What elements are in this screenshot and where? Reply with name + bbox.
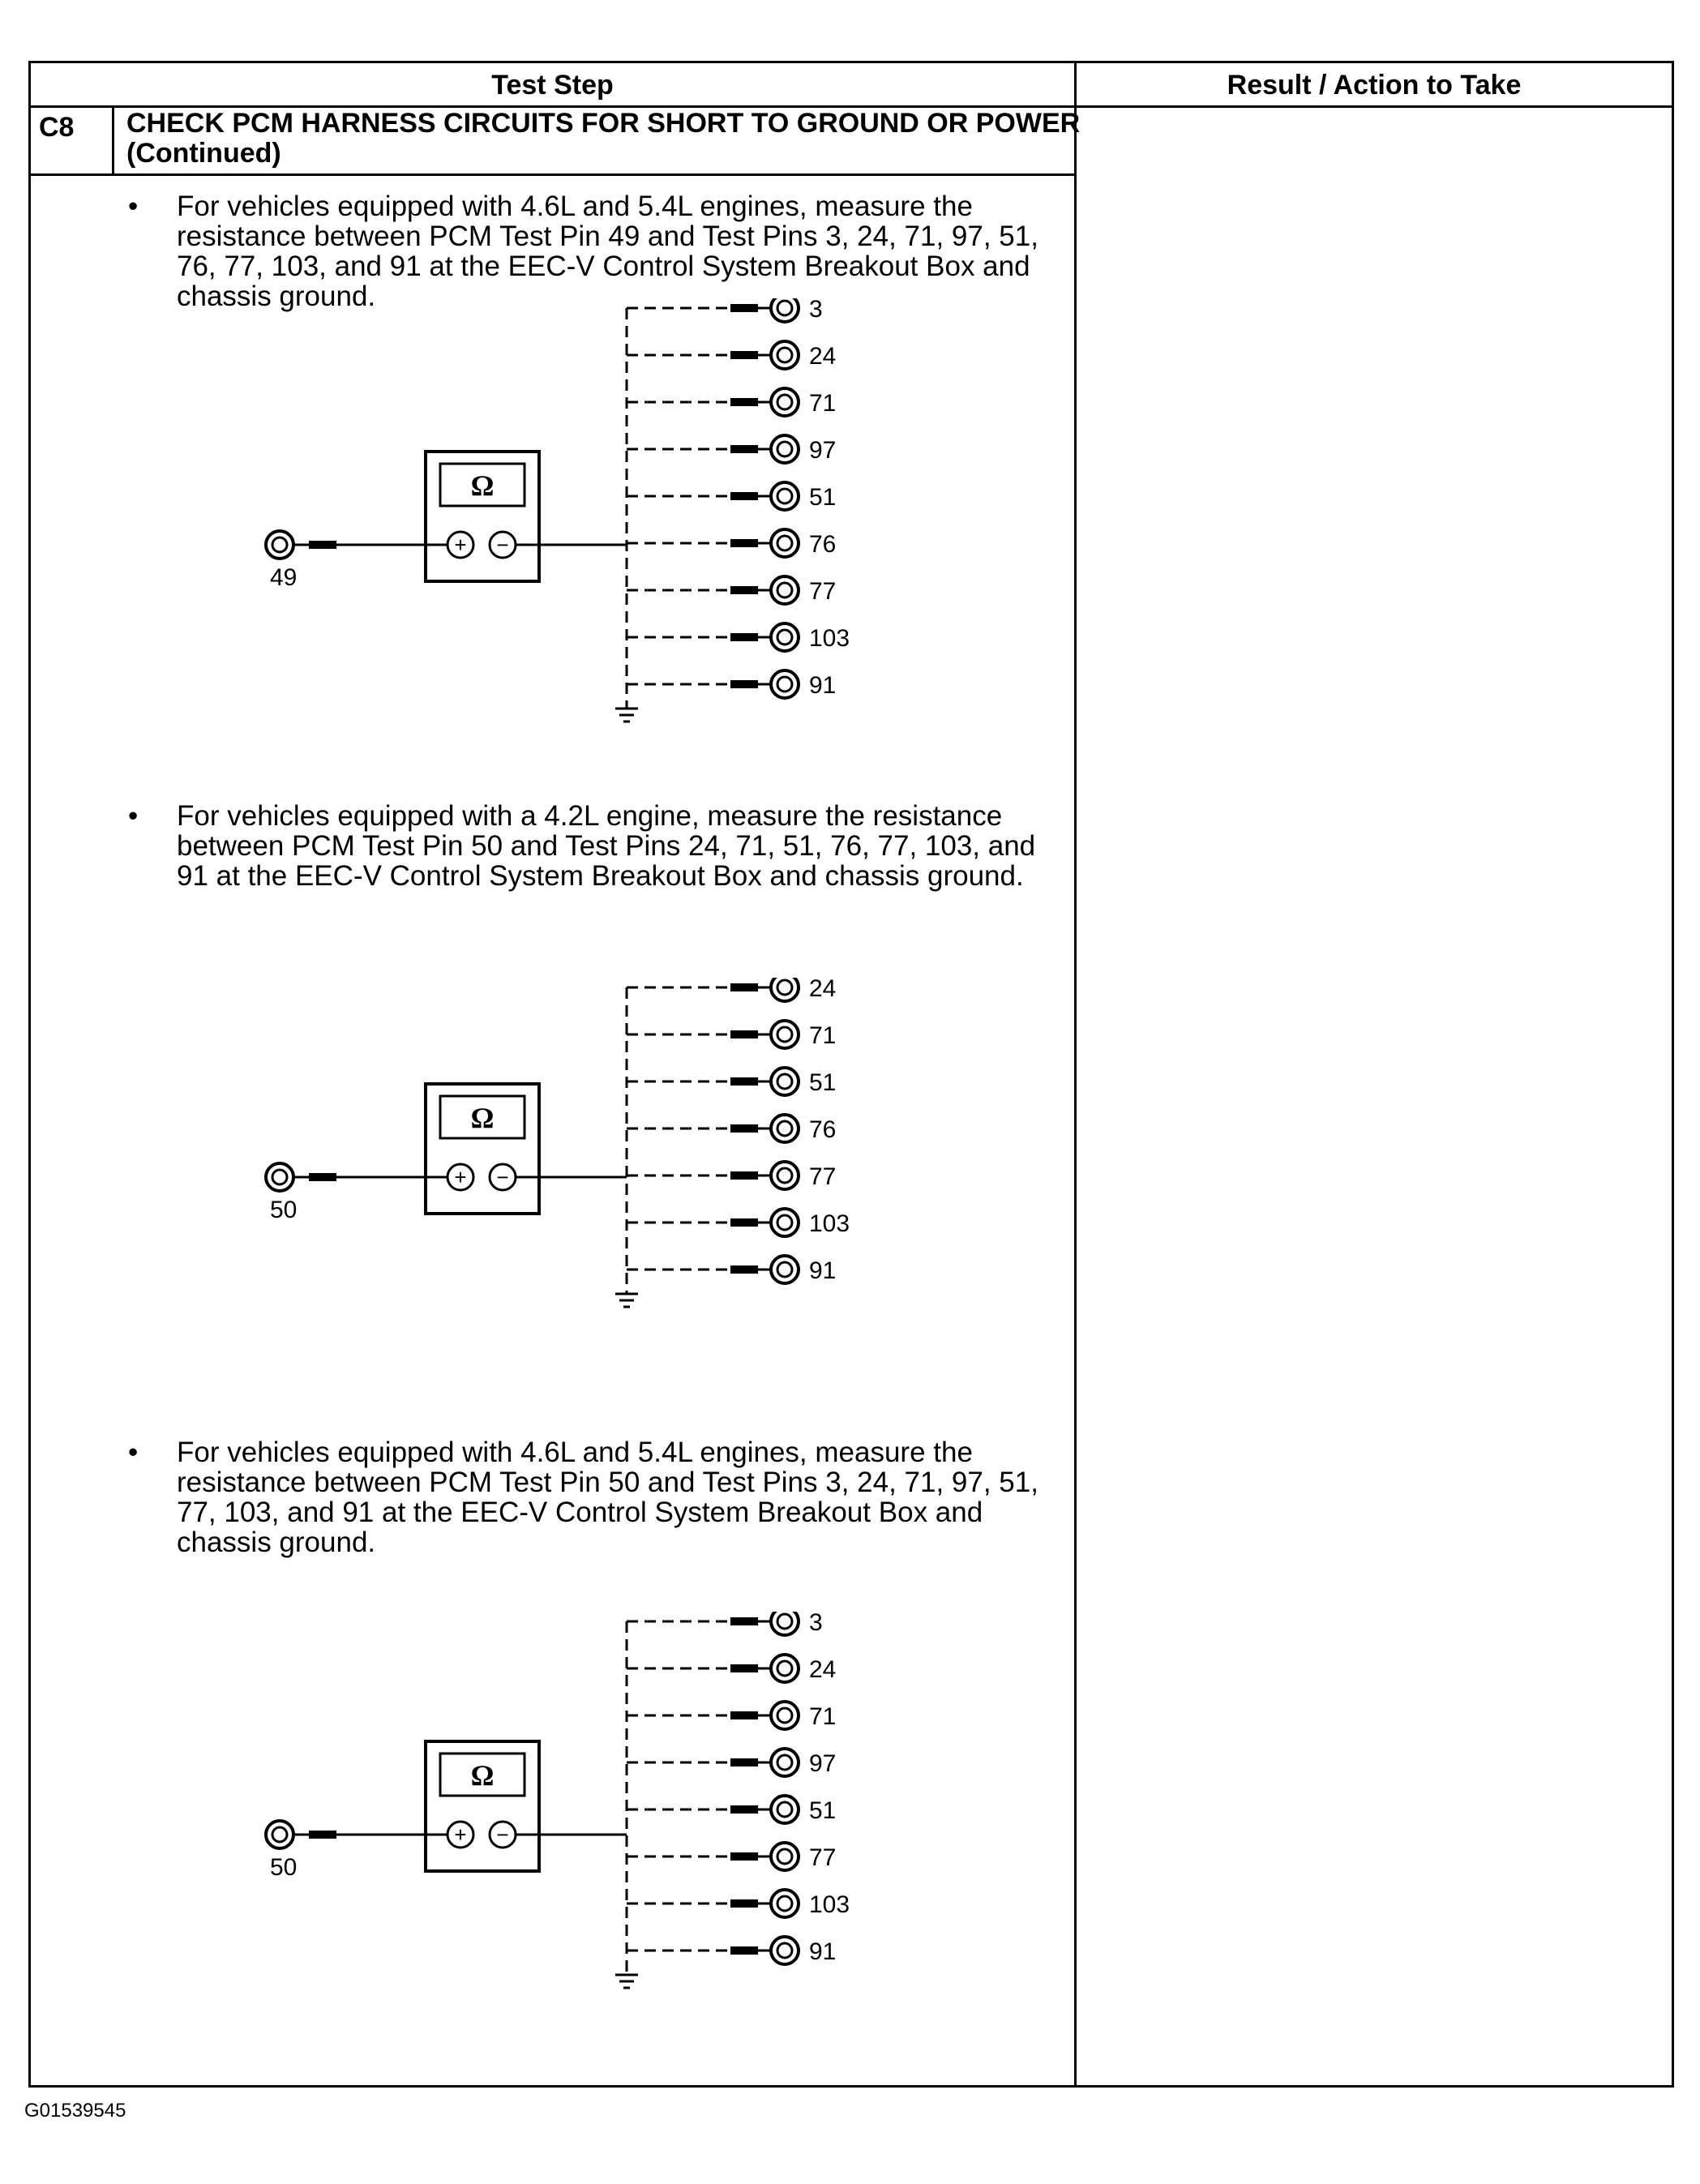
test-pin-label: 97 [809, 437, 837, 464]
lead-plug [309, 1831, 336, 1839]
test-pin-icon [777, 1614, 792, 1629]
ohm-symbol: Ω [470, 1102, 495, 1134]
lead-plug [730, 983, 758, 991]
step-title: CHECK PCM HARNESS CIRCUITS FOR SHORT TO GROUND OR POWER (Continued) [126, 108, 1081, 169]
diagram-pin50-4-2l [213, 978, 910, 1464]
lead-plug [730, 1711, 758, 1719]
plus-symbol: + [454, 1822, 467, 1847]
test-pin-icon [777, 1802, 792, 1817]
test-pin-icon [777, 301, 792, 315]
plus-symbol: + [454, 1165, 467, 1189]
test-pin-icon [777, 583, 792, 597]
test-pin-icon [777, 1896, 792, 1911]
image-id: G01539545 [24, 2100, 126, 2122]
minus-symbol: − [496, 533, 509, 557]
test-pin-icon [777, 489, 792, 503]
instruction-text: For vehicles equipped with 4.6L and 5.4L engines, measure the resistance between PCM Test Pin 49 and Test Pins 3, 24, 71, 97, 51, 76, 77, 103, and 91 at the EEC-V Control System Breakout Box and chassis ground. [177, 191, 1038, 312]
ohm-symbol: Ω [470, 469, 495, 502]
test-pin-icon [777, 1121, 792, 1136]
instruction-bullet-1 [128, 191, 1068, 313]
test-pin-label: 51 [809, 1069, 837, 1096]
test-pin-icon [777, 980, 792, 995]
lead-plug [730, 1218, 758, 1227]
lead-plug [730, 492, 758, 500]
column-divider [1074, 63, 1077, 2085]
test-pin-label: 91 [809, 1257, 837, 1284]
lead-plug [730, 1852, 758, 1861]
instruction-text: For vehicles equipped with a 4.2L engine, measure the resistance between PCM Test Pin 50 and Test Pins 24, 71, 51, 76, 77, 103, and 91 at the EEC-V Control System Breakout Box and chassis ground. [177, 800, 1036, 892]
lead-plug [730, 1171, 758, 1180]
lead-plug [309, 1173, 336, 1181]
test-pin-label: 103 [809, 1891, 850, 1918]
test-pin-label: 76 [809, 531, 837, 558]
lead-plug [730, 1030, 758, 1038]
lead-plug [309, 541, 336, 549]
test-pin-label: 91 [809, 672, 837, 699]
lead-plug [730, 586, 758, 594]
test-pin-label: 71 [809, 1703, 837, 1730]
test-step-table [28, 61, 1674, 2088]
header-test-step: Test Step [491, 70, 614, 101]
test-pin-icon [777, 1262, 792, 1277]
lead-plug [730, 1664, 758, 1672]
lead-plug [730, 1899, 758, 1908]
test-pin-icon [777, 1074, 792, 1089]
bullet-icon: • [128, 191, 139, 222]
test-pin-icon [777, 1027, 792, 1042]
lead-plug [730, 445, 758, 453]
lead-plug [730, 1077, 758, 1086]
test-pin-label: 91 [809, 1938, 837, 1965]
test-pin-icon [777, 1849, 792, 1864]
test-pin-label: 76 [809, 1116, 837, 1143]
test-pin-label: 3 [809, 298, 823, 323]
test-pin-label: 97 [809, 1750, 837, 1777]
test-pin-icon [777, 1755, 792, 1770]
source-pin-label: 49 [270, 564, 298, 591]
source-pin-icon [272, 1827, 287, 1842]
source-pin-icon [272, 1170, 287, 1184]
test-pin-label: 51 [809, 484, 837, 511]
test-pin-icon [777, 442, 792, 456]
source-pin-icon [272, 537, 287, 552]
instruction-text: For vehicles equipped with 4.6L and 5.4L engines, measure the resistance between PCM Test Pin 50 and Test Pins 3, 24, 71, 97, 51, 77, 103, and 91 at the EEC-V Control System Breakout Box and chassis ground. [177, 1437, 1038, 1558]
header-result-action: Result / Action to Take [1227, 70, 1522, 101]
test-pin-label: 71 [809, 390, 837, 417]
lead-plug [730, 1805, 758, 1814]
test-pin-label: 103 [809, 625, 850, 652]
minus-symbol: − [496, 1822, 509, 1847]
instruction-bullet-2 [128, 801, 1068, 923]
lead-plug [730, 633, 758, 641]
minus-symbol: − [496, 1165, 509, 1189]
test-pin-label: 71 [809, 1022, 837, 1049]
test-pin-icon [777, 395, 792, 409]
test-pin-icon [777, 348, 792, 362]
lead-plug [730, 304, 758, 312]
test-pin-icon [777, 677, 792, 692]
test-pin-icon [777, 1661, 792, 1676]
diagram-pin49 [213, 298, 910, 785]
test-pin-label: 51 [809, 1797, 837, 1824]
test-pin-label: 77 [809, 578, 837, 605]
bullet-icon: • [128, 1437, 139, 1468]
test-pin-icon [777, 1215, 792, 1230]
source-pin-label: 50 [270, 1197, 298, 1223]
test-pin-label: 24 [809, 978, 837, 1002]
test-pin-label: 77 [809, 1844, 837, 1871]
test-pin-label: 24 [809, 1656, 837, 1683]
source-pin-label: 50 [270, 1854, 298, 1881]
step-title-divider [31, 173, 1077, 176]
ohm-symbol: Ω [470, 1759, 495, 1792]
test-pin-icon [777, 630, 792, 644]
test-pin-label: 24 [809, 343, 837, 370]
lead-plug [730, 1758, 758, 1766]
step-id-divider [112, 105, 114, 175]
lead-plug [730, 1617, 758, 1625]
bullet-icon: • [128, 800, 139, 832]
lead-plug [730, 1124, 758, 1133]
lead-plug [730, 351, 758, 359]
lead-plug [730, 1946, 758, 1955]
test-pin-label: 77 [809, 1163, 837, 1190]
test-pin-label: 103 [809, 1210, 850, 1237]
plus-symbol: + [454, 533, 467, 557]
instruction-bullet-3 [128, 1437, 1068, 1559]
test-pin-icon [777, 1168, 792, 1183]
lead-plug [730, 680, 758, 688]
step-id: C8 [39, 112, 75, 143]
lead-plug [730, 539, 758, 547]
lead-plug [730, 398, 758, 406]
diagram-pin50-4-6l-5-4l [213, 1612, 910, 2098]
test-pin-icon [777, 536, 792, 550]
test-pin-icon [777, 1708, 792, 1723]
test-pin-icon [777, 1943, 792, 1958]
lead-plug [730, 1265, 758, 1274]
test-pin-label: 3 [809, 1612, 823, 1636]
